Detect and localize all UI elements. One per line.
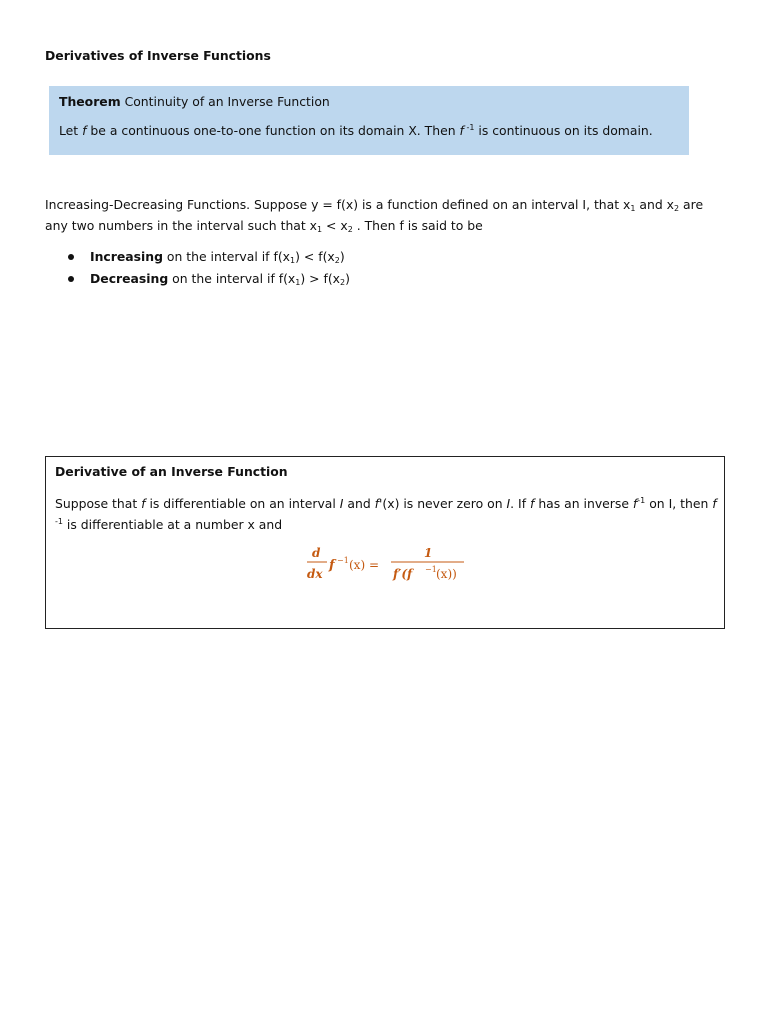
- bullet-dot: [68, 276, 74, 282]
- list-item: Decreasing on the interval if $f(x_1) > f(x_2)$: [45, 268, 350, 290]
- theorem-f: f: [82, 123, 87, 138]
- bullet-dot: [68, 254, 74, 260]
- formula-lhs-arg: (x) =: [349, 558, 379, 572]
- derivative-statement: Suppose that f is differentiable on an interval I and f'(x) is never zero on I. If f has an inverse $f^{-1}$ on I, then f $^{-1}$ is differentiable at a number x and: [55, 496, 717, 532]
- formula-denominator: f′(f: [393, 567, 413, 581]
- theorem-label: Theorem: [59, 94, 121, 109]
- definition-list: [45, 246, 350, 290]
- formula-den-sup: −1: [425, 565, 437, 574]
- increasing-decreasing-paragraph: Increasing-Decreasing Functions. Suppose y = f(x) is a function defined on an interval I, that $x_1$ and $x_2$ are any two numbers in the interval such that $x_1 < x_2$ . Then f is said to be: [45, 197, 704, 234]
- theorem-box: [49, 86, 689, 155]
- formula-numerator: 1: [424, 546, 433, 560]
- derivative-heading: Derivative of an Inverse Function: [55, 464, 288, 479]
- inverse-derivative-formula: [301, 541, 471, 585]
- theorem-text: Let: [59, 123, 83, 138]
- formula-lhs-sup: −1: [337, 556, 349, 565]
- list-item: Increasing on the interval if $f(x_1) < f(x_2)$: [45, 246, 350, 268]
- formula-dx: dx: [307, 567, 323, 581]
- theorem-inverse-sup: -1: [463, 123, 475, 132]
- theorem-f-inverse: f: [459, 123, 464, 138]
- formula-den-arg: (x)): [436, 567, 457, 581]
- theorem-name: Continuity of an Inverse Function: [124, 94, 330, 109]
- derivative-box: [45, 456, 725, 629]
- formula-lhs-f: f: [329, 558, 335, 573]
- theorem-statement: [59, 123, 653, 138]
- document-title: Derivatives of Inverse Functions: [45, 48, 271, 63]
- formula-d: d: [312, 546, 321, 560]
- theorem-text: be a continuous one-to-one function on its domain X. Then: [86, 123, 460, 138]
- theorem-heading: [59, 94, 330, 109]
- theorem-text: is continuous on its domain.: [474, 123, 653, 138]
